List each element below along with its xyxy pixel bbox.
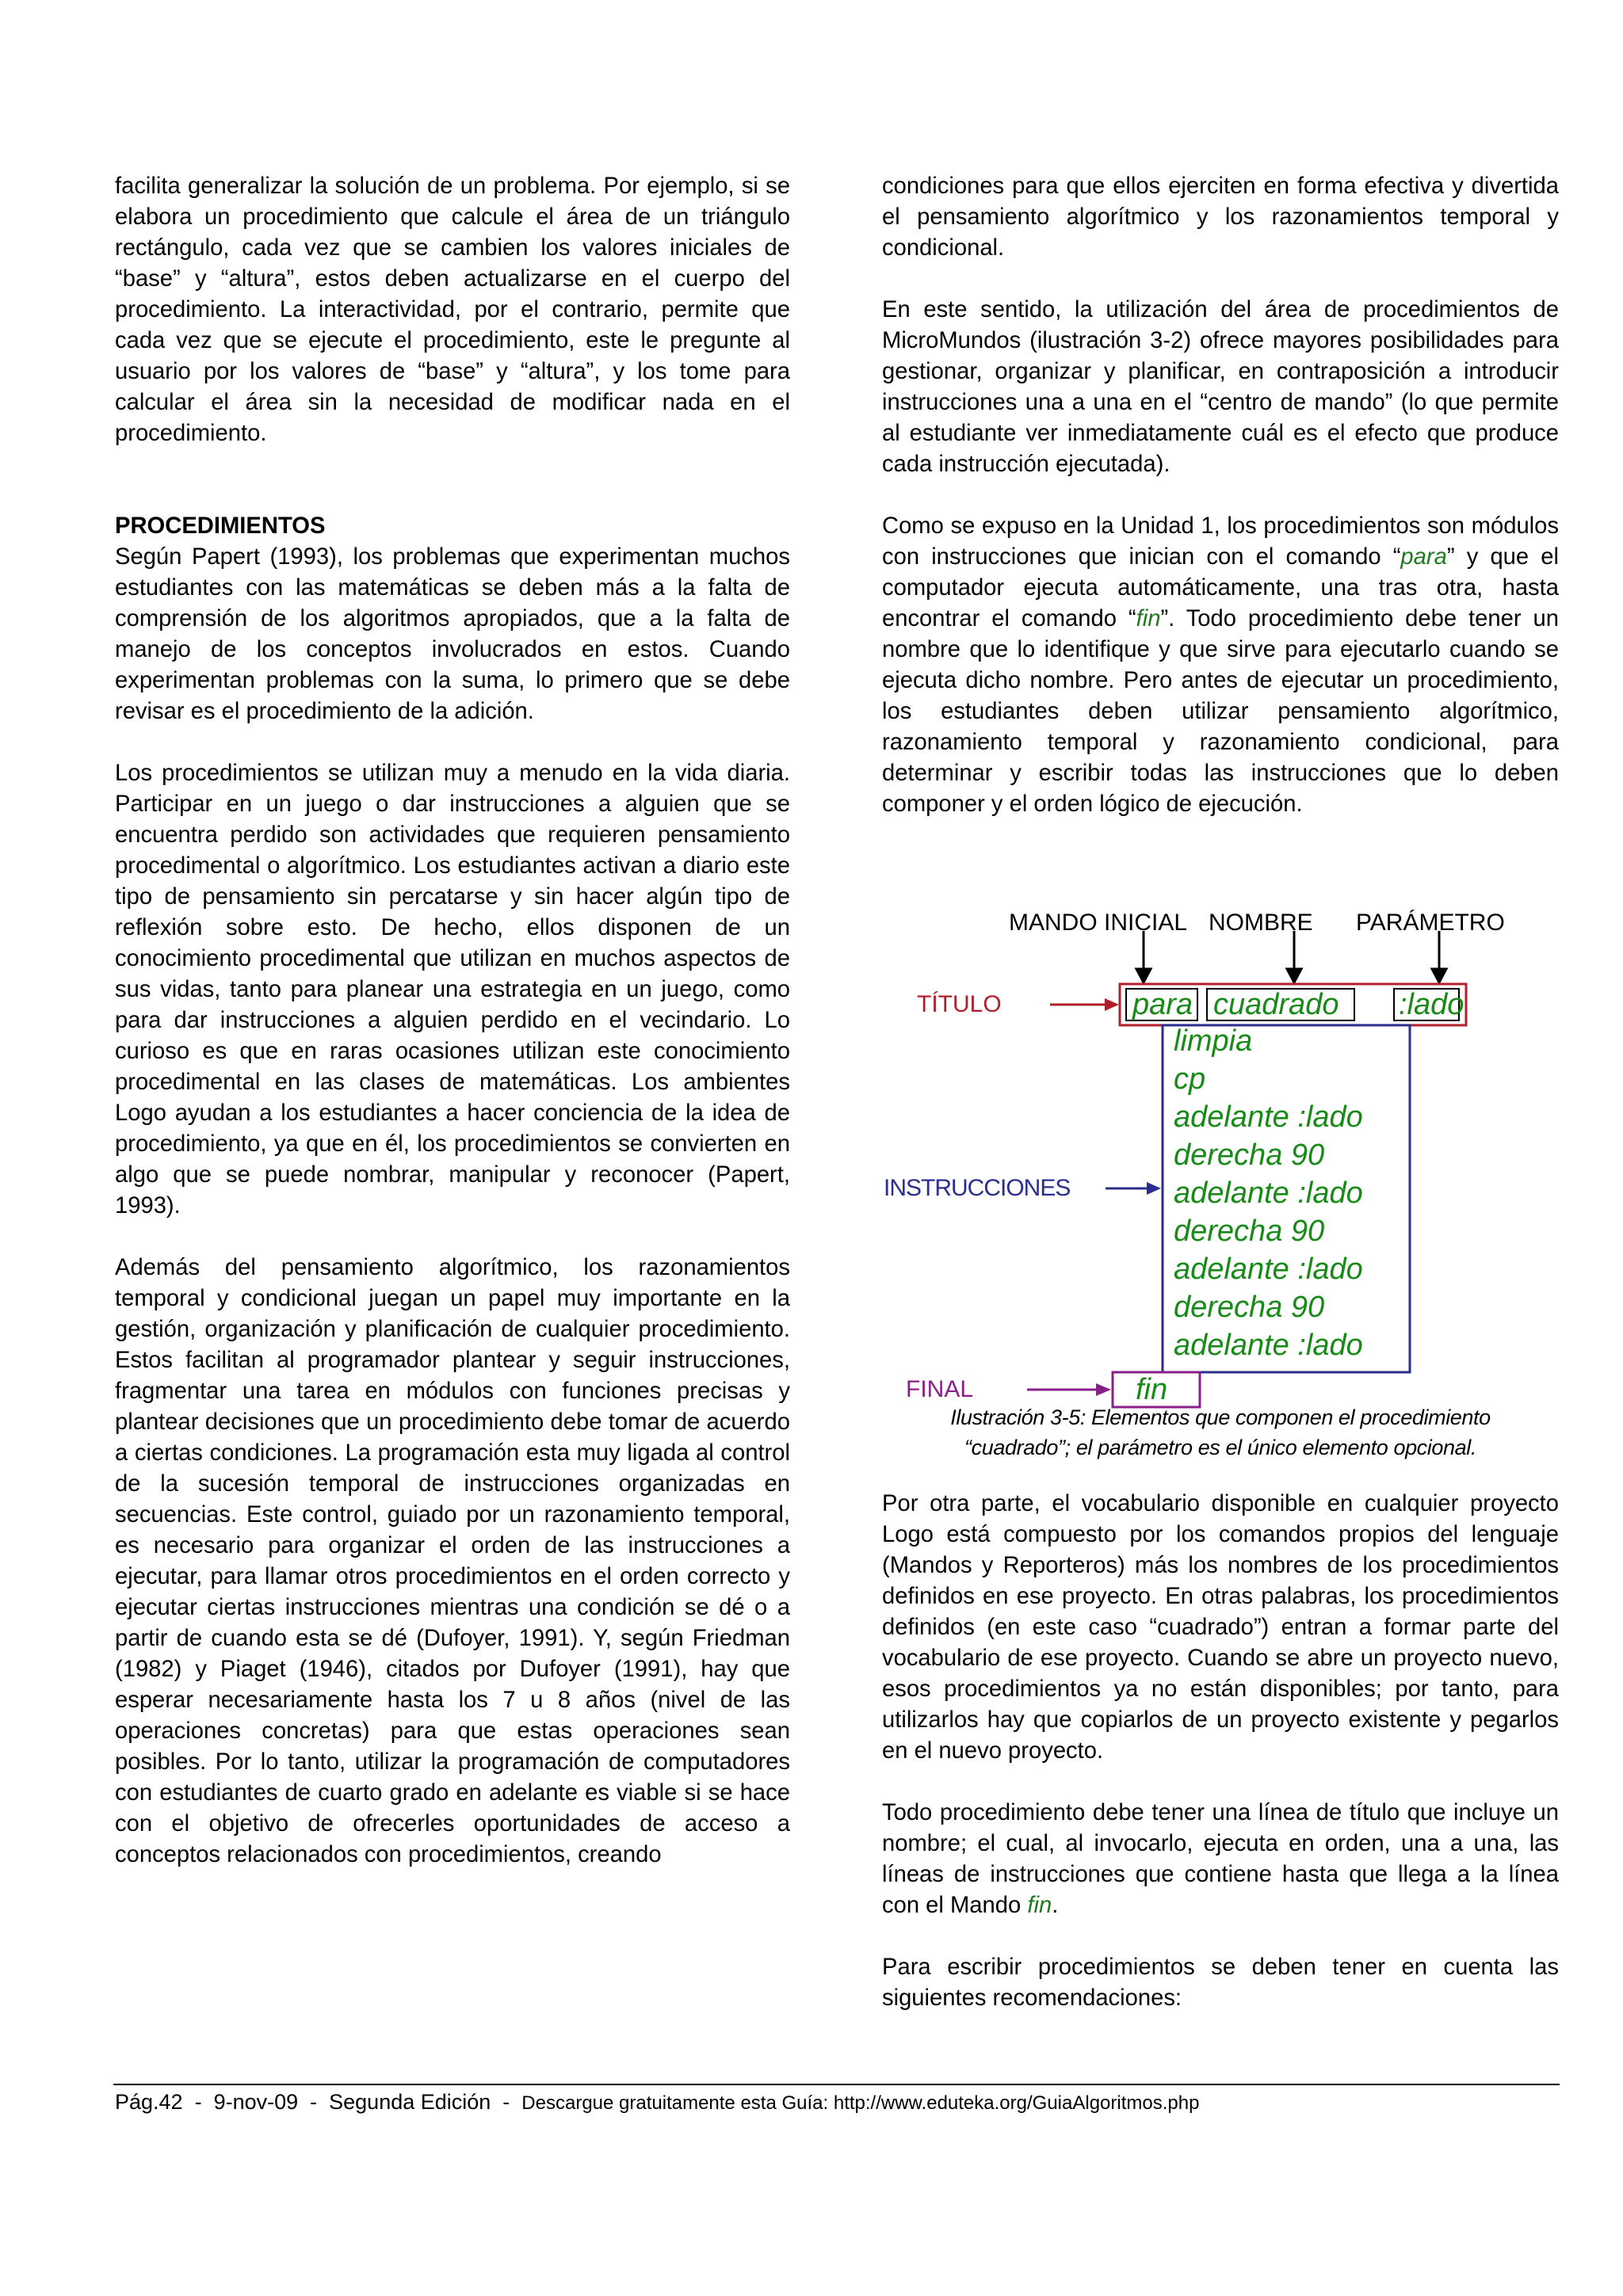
right-column-lower	[882, 1489, 1559, 2014]
code-line: cp	[1174, 1062, 1206, 1096]
page-footer: Pág.42 - 9-nov-09 - Segunda Edición - Descargue gratuitamente esta Guía: http://www.eduteka.org/GuiaAlgoritmos.php	[115, 2090, 1200, 2114]
paragraph: condiciones para que ellos ejerciten en forma efectiva y divertida el pensamiento algorítmico y los razonamientos temporal y condicional.	[882, 174, 1559, 261]
code-procedure-name: cuadrado	[1213, 988, 1339, 1021]
paragraph: facilita generalizar la solución de un problema. Por ejemplo, si se elabora un procedimiento que calcule el área de un triángulo rectángulo, cada vez que se cambien los valores iniciales de “base” y “altura”, estos deben actualizarse en el cuerpo del procedimiento. La interactividad, por el contrario, permite que cada vez que se ejecute el procedimiento, este le pregunte al usuario por los valores de “base” y “altura”, y los tome para calcular el área sin la necesidad de modificar nada en el procedimiento.	[115, 174, 790, 446]
procedure-diagram	[882, 903, 1559, 1410]
paragraph: Para escribir procedimientos se deben tener en cuenta las siguientes recomendaciones:	[882, 1955, 1559, 2011]
footer-divider	[113, 2084, 1560, 2085]
code-line: adelante :lado	[1174, 1329, 1363, 1362]
code-line: derecha 90	[1174, 1215, 1325, 1248]
left-column	[115, 171, 790, 1871]
paragraph: Los procedimientos se utilizan muy a menudo en la vida diaria. Participar en un juego o dar instrucciones a alguien que se encuentra perdido son actividades que requieren pensamiento procedimental o algorítmico. Los estudiantes activan a diario este tipo de pensamiento sin percatarse y sin hacer algún tipo de reflexión sobre esto. De hecho, ellos disponen de un conocimiento procedimental que utilizan en muchos aspectos de sus vidas, tanto para planear una estrategia en un juego, como para dar instrucciones a alguien perdido en el vecindario. Lo curioso es que en raras ocasiones utilizan este conocimiento procedimental en las clases de matemáticas. Los ambientes Logo ayudan a los estudiantes a hacer conciencia de la idea de procedimiento, ya que en él, los procedimientos se convierten en algo que se puede nombrar, manipular y reconocer (Papert, 1993).	[115, 761, 790, 1219]
code-line: adelante :lado	[1174, 1253, 1363, 1286]
label-nombre: NOMBRE	[1209, 910, 1313, 936]
code-line: adelante :lado	[1174, 1100, 1363, 1134]
keyword-para: para	[1400, 544, 1447, 570]
code-fin: fin	[1136, 1373, 1168, 1406]
paragraph: En este sentido, la utilización del área de procedimientos de MicroMundos (ilustración 3-2) ofrece mayores posibilidades para gestionar, organizar y planificar, en contraposición a introducir instrucciones una a una en el “centro de mando” (lo que permite al estudiante ver inmediatamente cuál es el efecto que produce cada instrucción ejecutada).	[882, 297, 1559, 477]
code-line: limpia	[1174, 1024, 1253, 1058]
right-column	[882, 171, 1559, 851]
paragraph: Por otra parte, el vocabulario disponible en cualquier proyecto Logo está compuesto por los comandos propios del lenguaje (Mandos y Reporteros) más los nombres de los procedimientos definidos en ese proyecto. En otras palabras, los procedimientos definidos (en este caso “cuadrado”) entran a formar parte del vocabulario de ese proyecto. Cuando se abre un proyecto nuevo, esos procedimientos ya no están disponibles; por tanto, para utilizarlos hay que copiarlos de un proyecto existente y pegarlos en el nuevo proyecto.	[882, 1491, 1559, 1764]
code-line: derecha 90	[1174, 1138, 1325, 1172]
figure-caption: Ilustración 3-5: Elementos que componen el procedimiento “cuadrado”; el parámetro es el único elemento opcional.	[950, 1405, 1491, 1459]
code-line: adelante :lado	[1174, 1177, 1363, 1210]
label-titulo: TÍTULO	[917, 991, 1002, 1017]
section-heading: PROCEDIMIENTOS	[115, 513, 326, 539]
code-para: para	[1132, 988, 1193, 1021]
label-parametro: PARÁMETRO	[1356, 910, 1505, 936]
label-mando-inicial: MANDO INICIAL	[1009, 910, 1188, 936]
paragraph: Como se expuso en la Unidad 1, los procedimientos son módulos con instrucciones que inician con el comando “para” y que el computador ejecuta automáticamente, una tras otra, hasta encontrar el comando “fin”. Todo procedimiento debe tener un nombre que lo identifique y que sirve para ejecutarlo cuando se ejecuta dicho nombre. Pero antes de ejecutar un procedimiento, los estudiantes deben utilizar pensamiento algorítmico, razonamiento temporal y razonamiento condicional, para determinar y escribir todas las instrucciones que lo deben componer y el orden lógico de ejecución.	[882, 513, 1560, 817]
label-final: FINAL	[906, 1376, 974, 1402]
code-line: derecha 90	[1174, 1291, 1325, 1324]
paragraph: Además del pensamiento algorítmico, los razonamientos temporal y condicional juegan un papel muy importante en la gestión, organización y planificación de cualquier procedimiento. Estos facilitan al programador plantear y seguir instrucciones, fragmentar una tarea en módulos con funciones precisas y plantear decisiones que un procedimiento debe tomar de acuerdo a ciertas condiciones. La programación esta muy ligada al control de la sucesión temporal de instrucciones organizadas en secuencias. Este control, guiado por un razonamiento temporal, es necesario para organizar el orden de las instrucciones a ejecutar, para llamar otros procedimientos en el orden correcto y ejecutar ciertas instrucciones mientras una condición se dé o a partir de cuando esta se dé (Dufoyer, 1991). Y, según Friedman (1982) y Piaget (1946), citados por Dufoyer (1991), hay que esperar necesariamente hasta los 7 u 8 años (nivel de las operaciones concretas) para que estas operaciones sean posibles. Por lo tanto, utilizar la programación de computadores con estudiantes de cuarto grado en adelante es viable si se hace con el objetivo de ofrecerles oportunidades de acceso a conceptos relacionados con procedimientos, creando	[115, 1255, 790, 1867]
keyword-fin: fin	[1027, 1893, 1052, 1918]
code-parameter: :lado	[1399, 988, 1465, 1021]
paragraph: Todo procedimiento debe tener una línea de título que incluye un nombre; el cual, al invocarlo, ejecuta en orden, una a una, las líneas de instrucciones que contiene hasta que llega a la línea con el Mando fin.	[882, 1800, 1559, 1918]
label-instrucciones: INSTRUCCIONES	[884, 1175, 1071, 1201]
keyword-fin: fin	[1136, 606, 1161, 631]
paragraph: Según Papert (1993), los problemas que experimentan muchos estudiantes con las matemáticas se deben más a la falta de comprensión de los algoritmos apropiados, que a la falta de manejo de los conceptos involucrados en estos. Cuando experimentan problemas con la suma, lo primero que se debe revisar es el procedimiento de la adición.	[115, 544, 790, 724]
footer-download-link[interactable]: Descargue gratuitamente esta Guía: http://www.eduteka.org/GuiaAlgoritmos.php	[521, 2092, 1200, 2114]
